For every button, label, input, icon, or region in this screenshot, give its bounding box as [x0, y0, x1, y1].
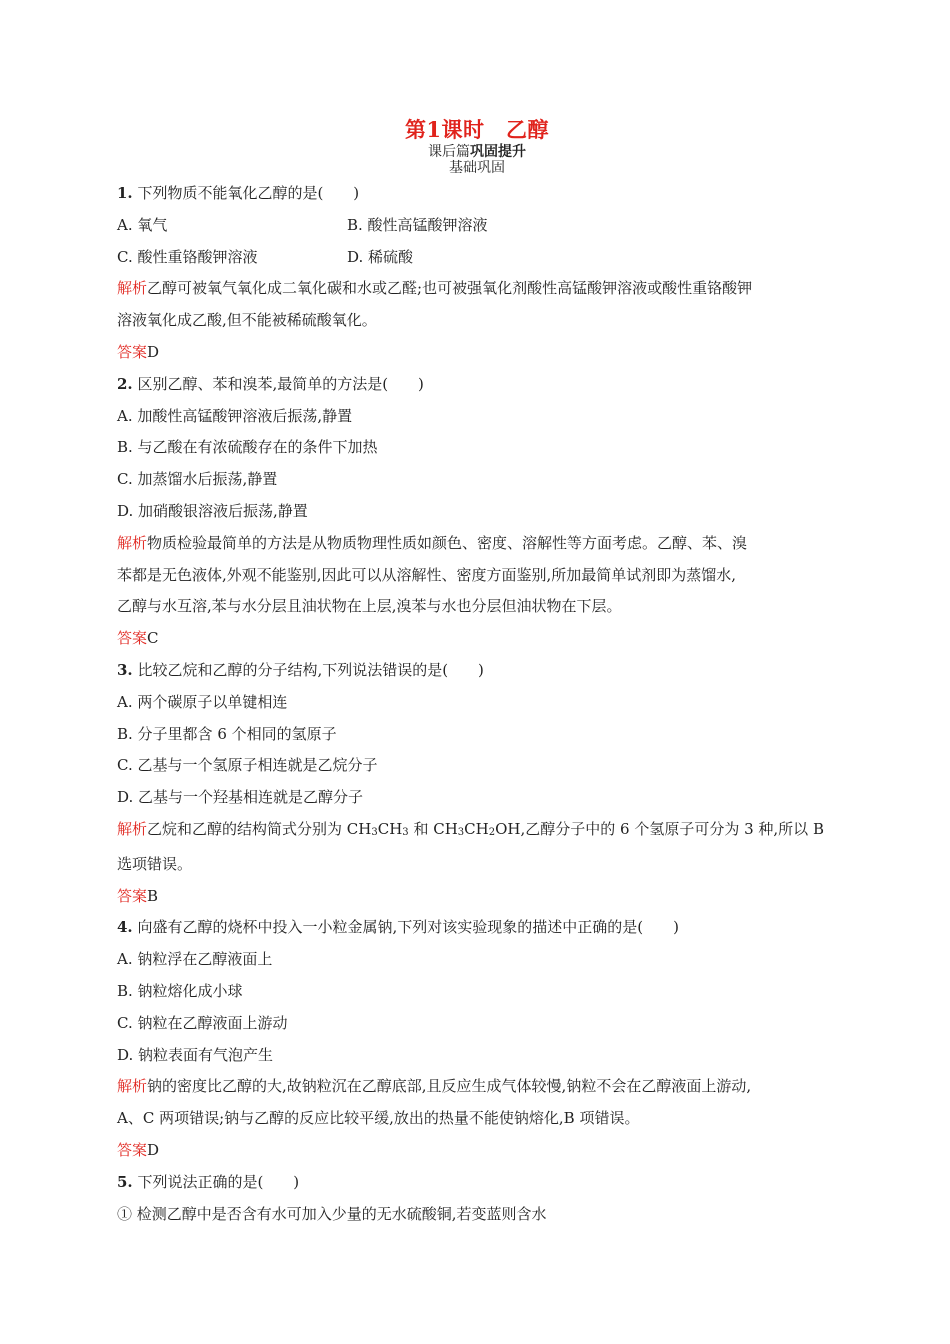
q2-stem-text: 区别乙醇、苯和溴苯,最简单的方法是( ) — [132, 374, 424, 393]
q1-analysis-text-1: 乙醇可被氧气氧化成二氧化碳和水或乙醛;也可被强氧化剂酸性高锰酸钾溶液或酸性重铬酸钾 — [147, 279, 753, 298]
worksheet-page — [117, 116, 837, 1230]
q4-answer-value: D — [147, 1140, 160, 1159]
q3-option-a: A. 两个碳原子以单键相连 — [117, 692, 288, 711]
q5-stem-text: 下列说法正确的是( ) — [132, 1172, 300, 1191]
section-heading: 基础巩固 — [449, 160, 505, 176]
q2-option-d: D. 加硝酸银溶液后振荡,静置 — [117, 501, 308, 520]
formula-subscript: 3 — [402, 826, 409, 838]
q5-stem — [117, 1167, 837, 1199]
q1-options-row-1 — [117, 210, 837, 242]
q3-stem-text: 比较乙烷和乙醇的分子结构,下列说法错误的是( ) — [132, 660, 484, 679]
q5-item-1: ① 检测乙醇中是否含有水可加入少量的无水硫酸铜,若变蓝则含水 — [117, 1204, 547, 1223]
q3-analysis-text-c: ,乙醇分子中的 6 个氢原子可分为 3 种,所以 B — [520, 819, 824, 838]
q3-analysis-label: 解析 — [117, 819, 148, 838]
q2-number: 2. — [117, 374, 133, 393]
formula-part: CH — [433, 819, 458, 838]
q2-answer-value: C — [147, 629, 159, 648]
q1-options-row-2 — [117, 242, 837, 274]
q1-option-b: B. 酸性高锰酸钾溶液 — [347, 215, 488, 234]
formula-subscript: 2 — [488, 826, 496, 838]
q1-option-c: C. 酸性重铬酸钾溶液 — [117, 247, 258, 266]
q4-analysis-line-1 — [117, 1071, 837, 1103]
q1-answer-value: D — [147, 342, 160, 361]
q2-analysis-label: 解析 — [117, 533, 148, 552]
q2-answer — [117, 623, 837, 655]
formula-subscript: 3 — [457, 826, 465, 838]
q3-analysis-text-b: 和 — [408, 819, 434, 838]
q1-number: 1. — [117, 184, 133, 202]
formula-subscript: 3 — [371, 826, 378, 838]
formula-part: CH — [346, 819, 372, 838]
q1-analysis-line-2: 溶液氧化成乙酸,但不能被稀硫酸氧化。 — [117, 311, 377, 330]
q4-analysis-text-1: 钠的密度比乙醇的大,故钠粒沉在乙醇底部,且反应生成气体较慢,钠粒不会在乙醇液面上游动, — [147, 1077, 752, 1096]
q3-stem — [117, 655, 837, 687]
q1-answer-label: 答案 — [117, 342, 148, 361]
q3-option-d: D. 乙基与一个羟基相连就是乙醇分子 — [117, 788, 364, 807]
q3-analysis-line-2: 选项错误。 — [117, 854, 193, 873]
q2-answer-label: 答案 — [117, 629, 148, 648]
q4-answer — [117, 1135, 837, 1167]
formula-part: OH — [495, 819, 521, 838]
q2-analysis-line-3: 乙醇与水互溶,苯与水分层且油状物在上层,溴苯与水也分层但油状物在下层。 — [117, 597, 622, 616]
subtitle-bold: 巩固提升 — [470, 144, 526, 160]
q4-answer-label: 答案 — [117, 1140, 148, 1159]
q3-answer — [117, 881, 837, 913]
q4-stem — [117, 912, 837, 944]
q1-stem-text: 下列物质不能氧化乙醇的是( ) — [132, 184, 360, 202]
q2-option-a: A. 加酸性高锰酸钾溶液后振荡,静置 — [117, 406, 353, 425]
formula-ethane — [347, 820, 409, 838]
q3-analysis-line-1 — [117, 814, 837, 849]
q4-analysis-line-2: A、C 两项错误;钠与乙醇的反应比较平缓,放出的热量不能使钠熔化,B 项错误。 — [117, 1109, 640, 1128]
q3-analysis-text-a: 乙烷和乙醇的结构简式分别为 — [147, 819, 347, 838]
page-subtitle — [117, 144, 837, 160]
q4-stem-text: 向盛有乙醇的烧杯中投入一小粒金属钠,下列对该实验现象的描述中正确的是( ) — [132, 918, 679, 937]
q4-option-d: D. 钠粒表面有气泡产生 — [117, 1045, 274, 1064]
q1-option-a: A. 氧气 — [117, 215, 168, 234]
q4-option-c: C. 钠粒在乙醇液面上游动 — [117, 1013, 288, 1032]
q3-option-b: B. 分子里都含 6 个相同的氢原子 — [117, 724, 337, 743]
q4-analysis-label: 解析 — [117, 1077, 148, 1096]
q3-number: 3. — [117, 660, 133, 679]
q2-analysis-text-1: 物质检验最简单的方法是从物质物理性质如颜色、密度、溶解性等方面考虑。乙醇、苯、溴 — [147, 533, 748, 552]
formula-ethanol — [433, 820, 520, 838]
q2-option-b: B. 与乙酸在有浓硫酸存在的条件下加热 — [117, 438, 378, 457]
q3-option-c: C. 乙基与一个氢原子相连就是乙烷分子 — [117, 756, 378, 775]
q2-analysis-line-1 — [117, 528, 837, 560]
q1-analysis-line-1 — [117, 273, 837, 305]
q4-number: 4. — [117, 918, 133, 937]
q1-answer — [117, 337, 837, 369]
q1-option-d: D. 稀硫酸 — [347, 247, 414, 266]
q3-answer-label: 答案 — [117, 886, 148, 905]
formula-part: CH — [377, 819, 403, 838]
q3-answer-value: B — [147, 886, 159, 905]
q4-option-b: B. 钠粒熔化成小球 — [117, 981, 243, 1000]
subtitle-prefix: 课后篇 — [428, 144, 470, 160]
q2-option-c: C. 加蒸馏水后振荡,静置 — [117, 470, 278, 489]
page-title: 第1课时 乙醇 — [404, 117, 550, 142]
q2-analysis-line-2: 苯都是无色液体,外观不能鉴别,因此可以从溶解性、密度方面鉴别,所加最简单试剂即为蒸馏水, — [117, 565, 737, 584]
q5-number: 5. — [117, 1172, 133, 1191]
q2-stem — [117, 369, 837, 401]
formula-part: CH — [464, 819, 489, 838]
q1-stem — [117, 178, 837, 210]
q1-analysis-label: 解析 — [117, 279, 148, 298]
q4-option-a: A. 钠粒浮在乙醇液面上 — [117, 950, 273, 969]
